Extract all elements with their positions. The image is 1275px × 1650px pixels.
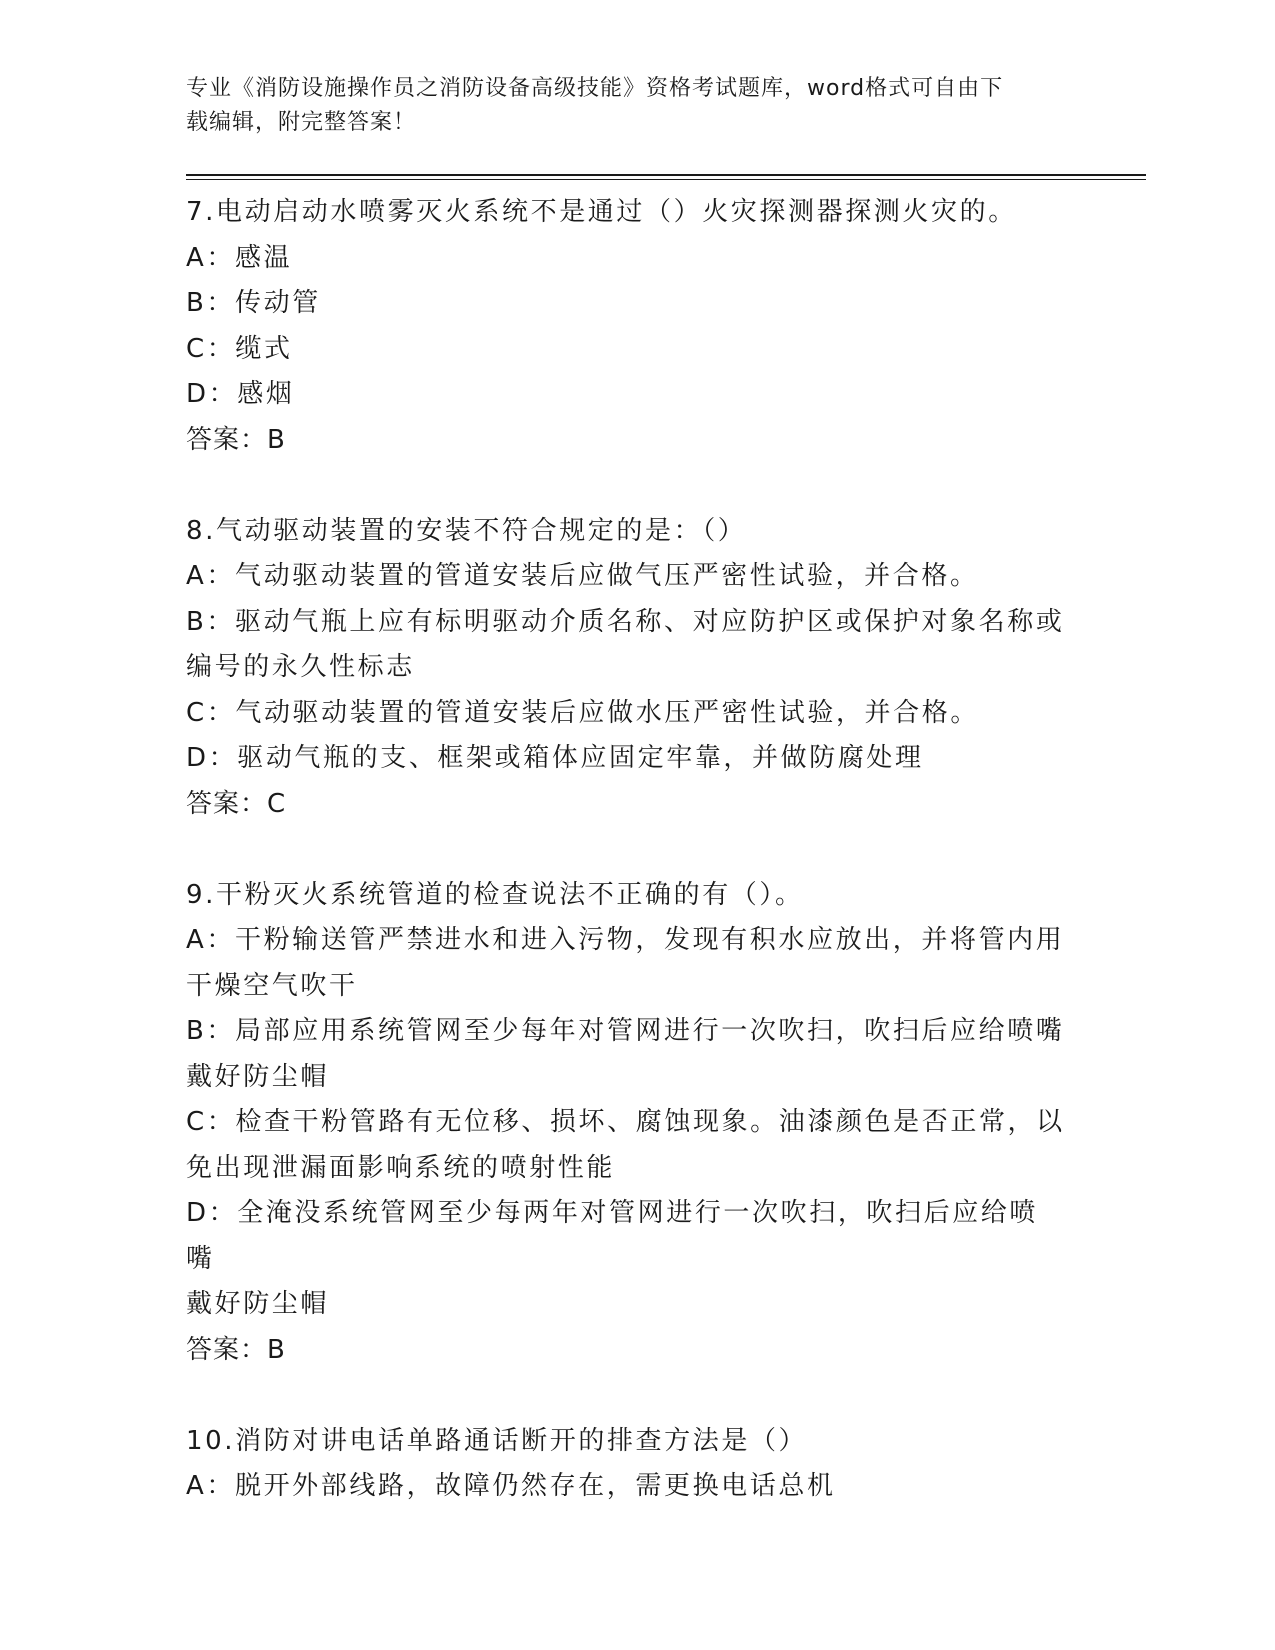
- option-a: A：干粉输送管严禁进水和进入污物，发现有积水应放出，并将管内用: [186, 925, 1065, 955]
- spacer: [186, 463, 1066, 509]
- question-9: [186, 873, 1066, 1374]
- question-7: [186, 190, 1066, 463]
- question-stem: 10.消防对讲电话单路通话断开的排查方法是（）: [186, 1425, 808, 1456]
- option-b: B：驱动气瓶上应有标明驱动介质名称、对应防护区或保护对象名称或: [186, 606, 1065, 637]
- header-rule-thick: [186, 174, 1146, 176]
- question-stem: 9.干粉灭火系统管道的检查说法不正确的有（）。: [186, 879, 804, 910]
- option-b: B：传动管: [186, 288, 321, 318]
- option-d: D：驱动气瓶的支、框架或箱体应固定牢靠，并做防腐处理: [186, 743, 924, 773]
- header-line-2: 载编辑，附完整答案！: [186, 110, 417, 135]
- option-d-continued: 戴好防尘帽: [186, 1289, 330, 1319]
- option-d: D：感烟: [186, 379, 295, 409]
- option-c: C：气动驱动装置的管道安装后应做水压严密性试验，并合格。: [186, 697, 979, 728]
- question-8: [186, 509, 1066, 828]
- answer-label: 答案：C: [186, 788, 287, 819]
- question-10: [186, 1419, 1066, 1510]
- spacer: [186, 827, 1066, 873]
- option-a: A：感温: [186, 242, 293, 273]
- question-stem: 7.电动启动水喷雾灭火系统不是通过（）火灾探测器探测火灾的。: [186, 197, 1017, 227]
- option-a: A：脱开外部线路，故障仍然存在，需更换电话总机: [186, 1471, 836, 1501]
- question-list: [186, 190, 1066, 1510]
- option-c: C：检查干粉管路有无位移、损坏、腐蚀现象。油漆颜色是否正常，以: [186, 1107, 1065, 1137]
- option-a: A：气动驱动装置的管道安装后应做气压严密性试验，并合格。: [186, 561, 979, 591]
- option-b: B：局部应用系统管网至少每年对管网进行一次吹扫，吹扫后应给喷嘴: [186, 1016, 1065, 1046]
- question-stem: 8.气动驱动装置的安装不符合规定的是：（）: [186, 515, 747, 546]
- option-c: C：缆式: [186, 333, 293, 364]
- header-rule-thin: [186, 179, 1146, 180]
- option-b-continued: 编号的永久性标志: [186, 652, 415, 682]
- option-c-continued: 免出现泄漏面影响系统的喷射性能: [186, 1152, 616, 1183]
- spacer: [186, 1373, 1066, 1419]
- header-line-1: 专业《消防设施操作员之消防设备高级技能》资格考试题库，word格式可自由下: [186, 76, 1004, 101]
- option-b-continued: 戴好防尘帽: [186, 1061, 330, 1092]
- option-a-continued: 干燥空气吹干: [186, 970, 358, 1001]
- answer-label: 答案：B: [186, 424, 286, 455]
- option-d: D：全淹没系统管网至少每两年对管网进行一次吹扫，吹扫后应给喷嘴: [186, 1198, 1039, 1274]
- answer-label: 答案：B: [186, 1334, 286, 1365]
- document-header: [186, 72, 1086, 140]
